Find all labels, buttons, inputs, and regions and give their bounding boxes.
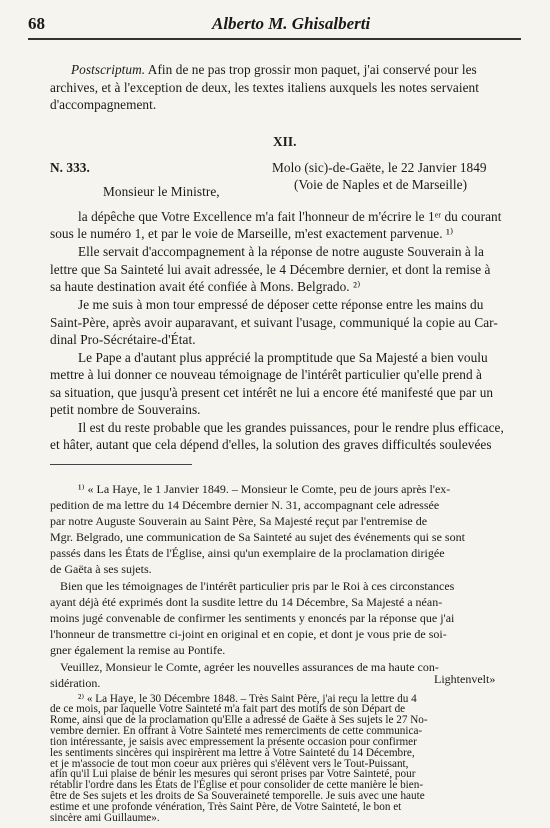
section-numeral: XII. (273, 134, 297, 149)
footnote-line: gner également la remise au Pontife. (50, 643, 226, 657)
footnote-line: Veuillez, Monsieur le Comte, agréer les nouvelles assurances de ma haute con- (60, 660, 439, 674)
footnote-line: rétablir l'ordre dans les États de l'Église et pour consolider de cette manière le bien- (50, 779, 424, 792)
postscript-lead: Postscriptum. (71, 62, 146, 77)
footnote-line: tion intéressante, je saisis avec empressement la présente occasion pour confirmer (50, 735, 417, 748)
running-title: Alberto M. Ghisalberti (212, 14, 371, 33)
footnote-line: passés dans les États de l'Église, ainsi qu'un exemplaire de la proclamation dirigée (50, 546, 445, 560)
footnote-line: ayant déjà été exprimés dont la susdite lettre du 14 Décembre, Sa Majesté a néan- (50, 595, 443, 609)
postscript-line-3: d'accompagnement. (50, 97, 157, 112)
footnote-line: Mgr. Belgrado, une communication de Sa Sainteté au sujet des événements qui se sont (50, 530, 465, 544)
body-line: Le Pape a d'autant plus apprécié la promptitude que Sa Majesté a bien voulu (78, 350, 488, 365)
footnote-line: sidération. (50, 676, 101, 690)
body-line: sa haute destination avait été confiée à Mons. Belgrado. ²⁾ (50, 279, 361, 294)
body-line: petit nombre de Souverains. (50, 402, 201, 417)
letter-route: (Voie de Naples et de Marseille) (294, 177, 468, 192)
footnote-line: vembre dernier. En offrant à Votre Sainteté mes remerciments de cette communica- (50, 724, 423, 737)
footnote-line: moins jugé convenable de confirmer les sentiments y enoncés par la réponse que j'ai (50, 611, 455, 625)
body-line: mettre à lui donner ce nouveau témoignage de l'intérêt particulier qu'elle prend à (50, 367, 482, 382)
letter-place-date: Molo (sic)-de-Gaëte, le 22 Janvier 1849 (272, 160, 487, 175)
footnote-line: les sentiments sincères qui inspirèrent ma lettre à Votre Sainteté du 14 Décembre, (50, 746, 415, 759)
body-line: Elle servait d'accompagnement à la réponse de notre auguste Souverain à la (78, 244, 484, 259)
footnote-line: l'honneur de transmettre ci-joint en original et en copie, et dont je vous prie de soi- (50, 627, 447, 641)
body-line: Je me suis à mon tour empressé de déposer cette réponse entre les mains du (78, 297, 484, 312)
footnote-line: pedition de ma lettre du 14 Décembre dernier N. 31, accompagnant cele adressée (50, 498, 440, 512)
body-line: Il est du reste probable que les grandes puissances, pour le rendre plus efficace, (78, 420, 504, 435)
footnote-line: afin qu'il Lui plaise de bénir les mesures qui seront prises par Votre Sainteté, pour (50, 768, 416, 781)
header-rule (28, 38, 521, 40)
footnote-signature: Lightenvelt» (434, 672, 496, 686)
letter-number: N. 333. (50, 160, 90, 175)
footnote-line: Rome, ainsi que de la proclamation qu'Elle a adressé de Gaëte à Ses sujets le 27 No- (50, 713, 428, 726)
body-line: dinal Pro-Sécrétaire-d'État. (50, 332, 196, 347)
body-line: Saint-Père, après avoir auparavant, et suivant l'usage, communiqué la copie au Car- (50, 315, 498, 330)
footnote-line: ²⁾ « La Haye, le 30 Décembre 1848. – Très Saint Père, j'ai reçu la lettre du 4 (78, 693, 417, 705)
salutation: Monsieur le Ministre, (103, 184, 220, 199)
footnote-line: sincère ami Guillaume». (50, 812, 160, 824)
body-line: lettre que Sa Sainteté lui avait adressée, le 4 Décembre dernier, et dont la remise à (50, 262, 491, 277)
footnote-line: de ce mois, par laquelle Votre Sainteté m'a fait part des motifs de son Départ de (50, 702, 406, 715)
footnote-rule (50, 464, 192, 465)
postscript-line-1: Postscriptum. Afin de ne pas trop grossir mon paquet, j'ai conservé pour les (71, 62, 477, 77)
footnote-line: être de Ses sujets et les droits de Sa Souveraineté temporelle. Je suis avec une haute (50, 790, 425, 803)
body-line: et hâter, autant que cela dépend d'elles, la solution des graves difficultés soulevées (50, 437, 492, 452)
page-number: 68 (28, 14, 45, 33)
body-line: la dépêche que Votre Excellence m'a fait l'honneur de m'écrire le 1ᵉʳ du courant (78, 209, 502, 224)
footnote-line: estime et une profonde vénération, Très Saint Père, de Votre Sainteté, le bon et (50, 801, 402, 814)
postscript-line-2: archives, et à l'exception de deux, les textes italiens auxquels les notes servaient (50, 80, 479, 95)
footnote-line: de Gaëta à ses sujets. (50, 562, 152, 576)
footnote-line: et je m'associe de tout mon coeur aux prières qui s'élèvent vers le Tout-Puissant, (50, 757, 409, 770)
footnote-line: ¹⁾ « La Haye, le 1 Janvier 1849. – Monsieur le Comte, peu de jours après l'ex- (78, 482, 451, 496)
footnote-line: Bien que les témoignages de l'intérêt particulier pris par le Roi à ces circonstances (60, 579, 455, 593)
body-line: sa situation, que jusqu'à present cet intérêt ne lui a encore été manifesté que par un (50, 385, 494, 400)
footnote-line: par notre Auguste Souverain au Saint Père, Sa Majesté reçut par l'entremise de (50, 514, 428, 528)
body-line: sous le numéro 1, et par le voie de Marseille, m'est exactement parvenue. ¹⁾ (50, 226, 454, 241)
